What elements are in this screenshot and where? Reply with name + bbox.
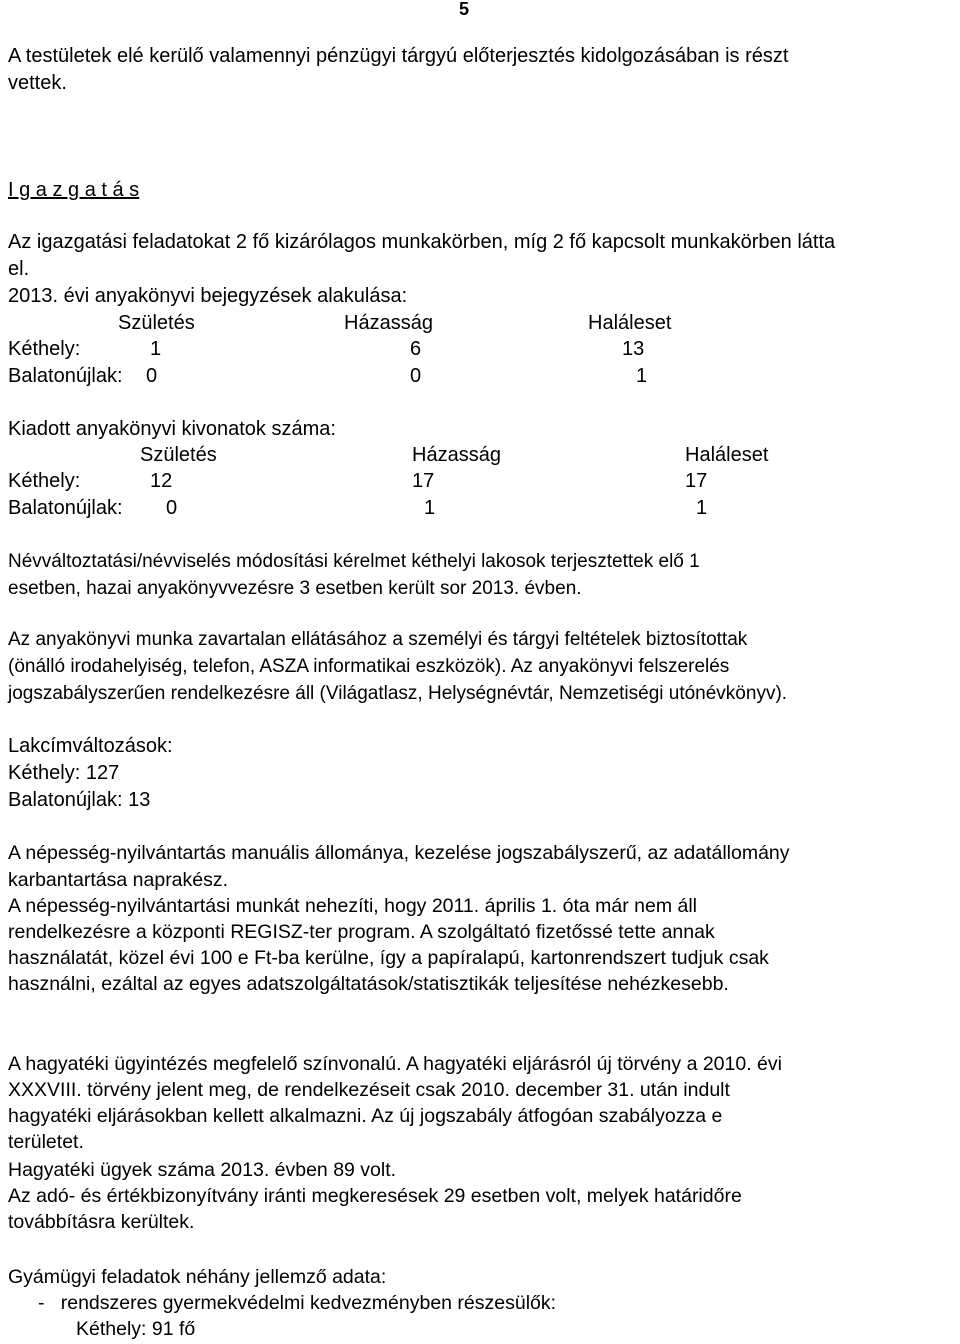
row-label: Kéthely: [8, 338, 81, 360]
paragraph-line: használni, ezáltal az egyes adatszolgáltatások/statisztikák teljesítése nehézkesebb. [8, 973, 729, 995]
table-header-row [0, 310, 960, 336]
section-title: I g a z g a t á s [8, 179, 140, 201]
header-cell: Házasság [344, 312, 433, 334]
paragraph-line: esetben, hazai anyakönyvvezésre 3 esetben került sor 2013. évben. [8, 578, 582, 599]
table-cell: 17 [412, 470, 435, 492]
table-row [0, 363, 960, 389]
paragraph-line: (önálló irodahelyiség, telefon, ASZA informatikai eszközök). Az anyakönyvi felszerelés [8, 656, 730, 677]
table-row [0, 495, 960, 521]
paragraph-line: Az anyakönyvi munka zavartalan ellátásához a személyi és tárgyi feltételek biztosítottak [8, 629, 748, 650]
table-header-row [0, 442, 960, 468]
table-cell: 0 [166, 497, 178, 519]
table-cell: 0 [410, 365, 422, 387]
paragraph-line: használatát, közel évi 100 e Ft-ba kerülne, így a papíralapú, kartonrendszert tudjuk csak [8, 947, 769, 969]
table-cell: 17 [685, 470, 708, 492]
paragraph-line: Az adó- és értékbizonyítvány iránti megkeresések 29 esetben volt, melyek határidőre [8, 1185, 742, 1207]
gyamugy-list-item: - rendszeres gyermekvédelmi kedvezményben részesülők: [38, 1292, 557, 1314]
paragraph-line: hagyatéki eljárásokban kellett alkalmazni. Az új jogszabály átfogóan szabályozza e [8, 1105, 723, 1127]
paragraph-line: A népesség-nyilvántartási munkát nehezíti, hogy 2011. április 1. óta már nem áll [8, 895, 698, 917]
paragraph-line: Az igazgatási feladatokat 2 fő kizárólagos munkakörben, míg 2 fő kapcsolt munkakörben látta [8, 231, 836, 253]
lakcim-title: Lakcímváltozások: [8, 735, 173, 757]
table-title: Kiadott anyakönyvi kivonatok száma: [8, 418, 336, 440]
paragraph-line: el. [8, 258, 30, 280]
header-cell: Születés [118, 312, 195, 334]
row-label: Balatonújlak: [8, 497, 123, 519]
paragraph-line: továbbításra kerültek. [8, 1211, 195, 1233]
paragraph-line: rendelkezésre a központi REGISZ-ter program. A szolgáltató fizetőssé tette annak [8, 921, 715, 943]
row-label: Balatonújlak: [8, 365, 123, 387]
table-cell: 1 [696, 497, 708, 519]
header-cell: Születés [140, 444, 217, 466]
paragraph-line: Hagyatéki ügyek száma 2013. évben 89 volt. [8, 1159, 397, 1181]
paragraph-line: karbantartása naprakész. [8, 869, 229, 891]
paragraph-line: jogszabályszerűen rendelkezésre áll (Világatlasz, Helységnévtár, Nemzetiségi utónévkönyv). [8, 683, 788, 704]
header-cell: Haláleset [588, 312, 672, 334]
row-label: Kéthely: [8, 470, 81, 492]
gyamugy-sub-item: Kéthely: 91 fő [76, 1318, 196, 1340]
paragraph-line: Névváltoztatási/névviselés módosítási kérelmet kéthelyi lakosok terjesztettek elő 1 [8, 551, 700, 572]
table-row [0, 336, 960, 362]
table-cell: 12 [150, 470, 173, 492]
paragraph-line: területet. [8, 1131, 84, 1153]
table-title: 2013. évi anyakönyvi bejegyzések alakulása: [8, 285, 408, 307]
table-cell: 1 [636, 365, 648, 387]
table-cell: 6 [410, 338, 422, 360]
paragraph-line: XXXVIII. törvény jelent meg, de rendelkezéseit csak 2010. december 31. után indult [8, 1079, 730, 1101]
paragraph-line: vettek. [8, 72, 67, 94]
paragraph-line: A testületek elé kerülő valamennyi pénzügyi tárgyú előterjesztés kidolgozásában is részt [8, 45, 789, 67]
lakcim-kethely: Kéthely: 127 [8, 762, 120, 784]
table-cell: 0 [146, 365, 158, 387]
table-cell: 1 [424, 497, 436, 519]
table-cell: 1 [150, 338, 162, 360]
gyamugy-title: Gyámügyi feladatok néhány jellemző adata: [8, 1266, 387, 1288]
table-cell: 13 [622, 338, 645, 360]
table-row [0, 468, 960, 494]
lakcim-balatonujlak: Balatonújlak: 13 [8, 789, 151, 811]
header-cell: Haláleset [685, 444, 769, 466]
page-number: 5 [459, 0, 470, 19]
paragraph-line: A hagyatéki ügyintézés megfelelő színvonalú. A hagyatéki eljárásról új törvény a 2010. évi [8, 1053, 782, 1075]
paragraph-line: A népesség-nyilvántartás manuális állománya, kezelése jogszabályszerű, az adatállomány [8, 842, 790, 864]
header-cell: Házasság [412, 444, 501, 466]
